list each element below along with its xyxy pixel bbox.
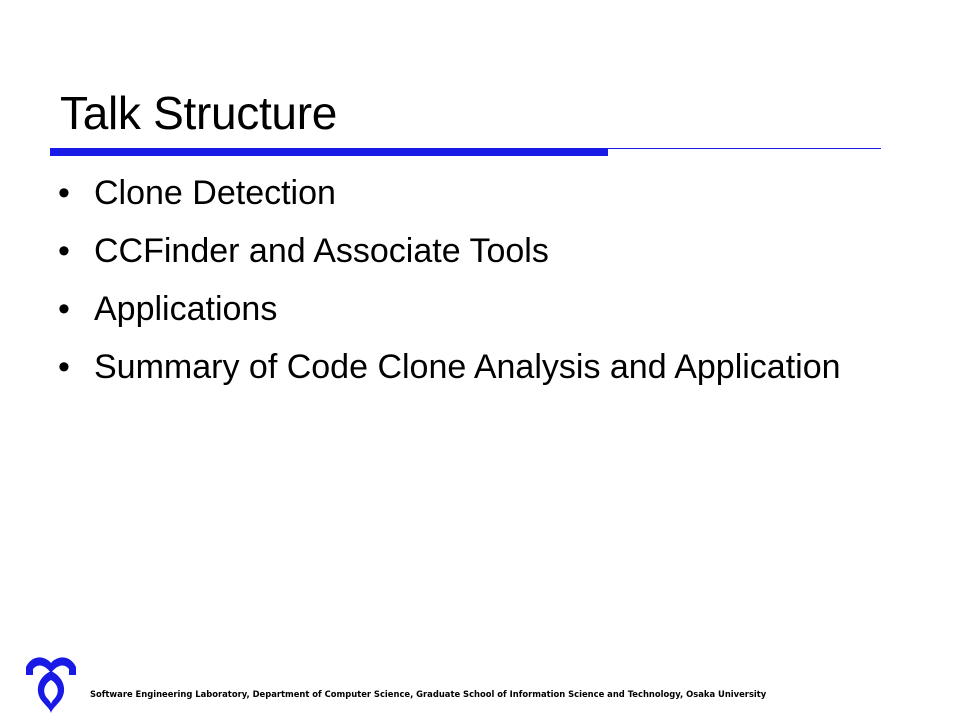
bullet-dot-icon: •: [58, 290, 70, 328]
list-item: [58, 232, 858, 270]
bullet-dot-icon: •: [58, 174, 70, 212]
footer-affiliation: Software Engineering Laboratory, Department of Computer Science, Graduate School of Information Science and Technology, Osaka University: [90, 689, 767, 699]
title-underline-thin: [608, 148, 881, 149]
bullet-text: Summary of Code Clone Analysis and Application: [94, 348, 841, 386]
bullet-text: Clone Detection: [94, 174, 336, 212]
bullet-dot-icon: •: [58, 348, 70, 386]
bullet-text: CCFinder and Associate Tools: [94, 232, 549, 270]
osaka-university-logo-icon: [22, 651, 80, 713]
title-underline-thick: [50, 148, 608, 156]
bullet-dot-icon: •: [58, 232, 70, 270]
list-item: [58, 290, 858, 328]
list-item: [58, 348, 858, 386]
list-item: [58, 174, 858, 212]
bullet-text: Applications: [94, 290, 278, 328]
slide-title: Talk Structure: [60, 87, 338, 139]
bullet-list: [58, 174, 858, 406]
